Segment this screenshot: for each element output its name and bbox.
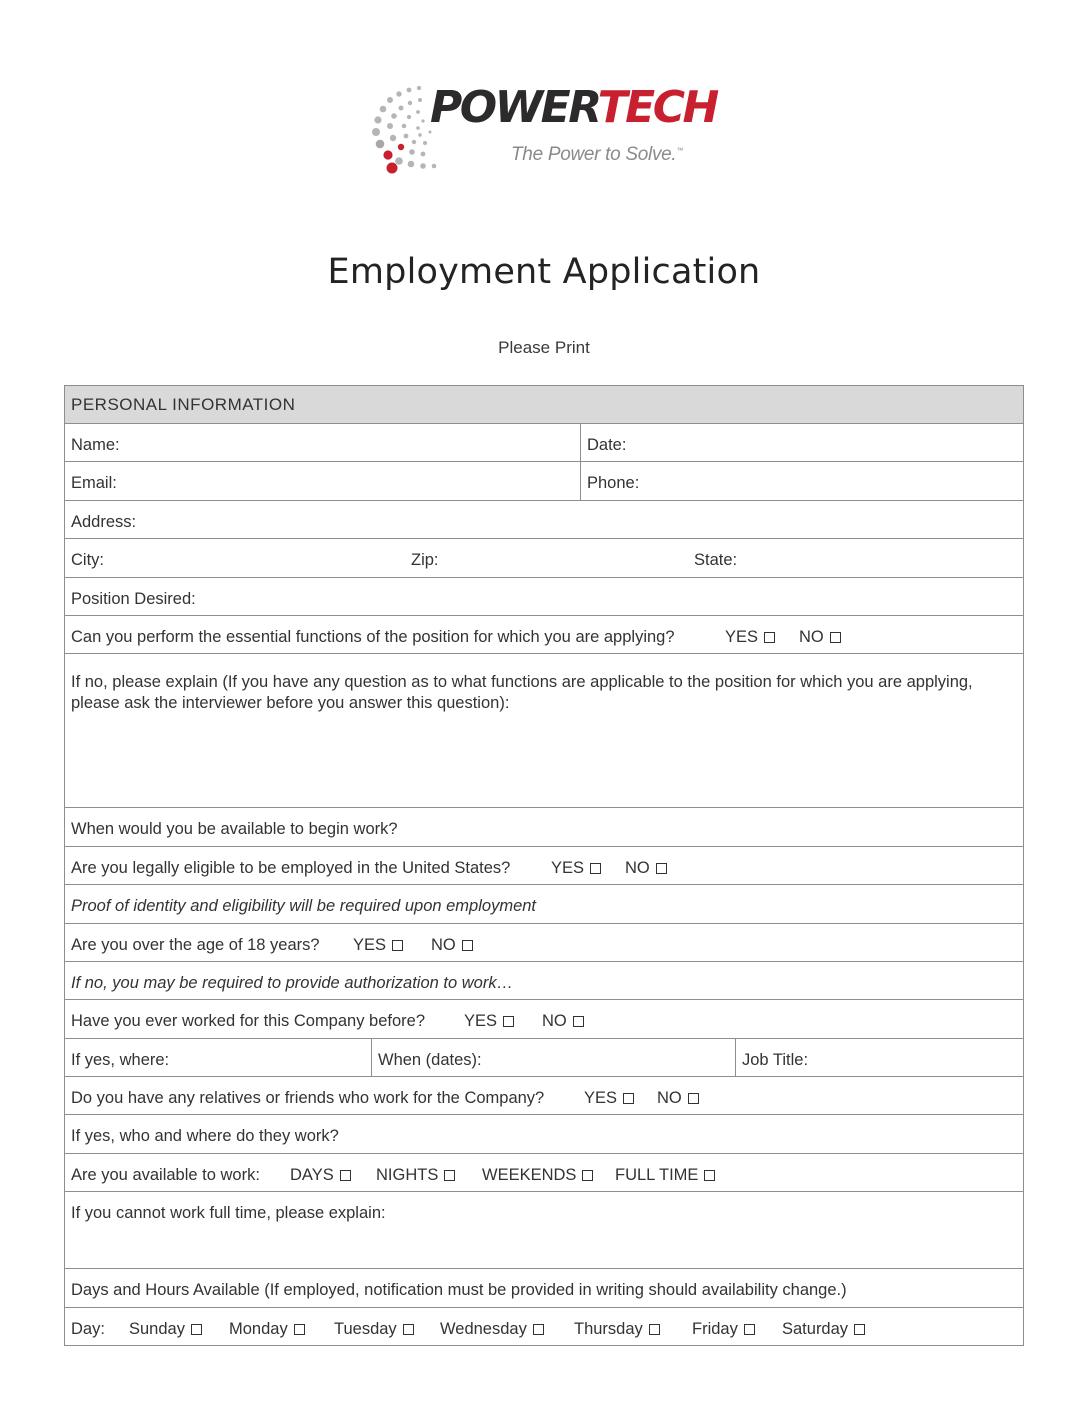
company-logo bbox=[368, 82, 717, 182]
age-yes-checkbox[interactable]: YES bbox=[353, 936, 403, 955]
nights-checkbox[interactable]: NIGHTS bbox=[376, 1166, 455, 1185]
email-field[interactable]: Email: bbox=[71, 474, 117, 493]
city-label: City: bbox=[71, 551, 104, 570]
phone-field[interactable]: Phone: bbox=[580, 462, 1023, 499]
thursday-checkbox[interactable]: Thursday bbox=[574, 1320, 660, 1339]
application-form bbox=[64, 385, 1024, 1346]
name-field[interactable]: Name: bbox=[71, 436, 120, 454]
relatives-yes-checkbox[interactable]: YES bbox=[584, 1089, 634, 1108]
full-time-checkbox[interactable]: FULL TIME bbox=[615, 1166, 715, 1185]
email-phone-row bbox=[65, 462, 1023, 500]
job-title-field[interactable]: Job Title: bbox=[735, 1039, 1023, 1076]
saturday-checkbox[interactable]: Saturday bbox=[782, 1320, 865, 1339]
essential-functions-row: Can you perform the essential functions of the position for which you are applying? YES NO bbox=[65, 616, 1023, 654]
relatives-no-checkbox[interactable]: NO bbox=[657, 1089, 699, 1108]
explain-field[interactable]: If no, please explain (If you have any question as to what functions are applicable to the position for which you are applying, please ask the interviewer before you answer this question): bbox=[65, 654, 1023, 808]
legal-no-checkbox[interactable]: NO bbox=[625, 859, 667, 878]
where-field[interactable]: If yes, where: bbox=[71, 1050, 170, 1069]
city-zip-state-row[interactable] bbox=[65, 539, 1023, 577]
sunday-checkbox[interactable]: Sunday bbox=[129, 1320, 202, 1339]
section-header: PERSONAL INFORMATION bbox=[65, 386, 1023, 424]
availability-row: Are you available to work: DAYS NIGHTS WEEKENDS FULL TIME bbox=[65, 1154, 1023, 1192]
address-field[interactable]: Address: bbox=[65, 501, 1023, 539]
position-field[interactable]: Position Desired: bbox=[65, 578, 1023, 616]
days-hours-note: Days and Hours Available (If employed, notification must be provided in writing should availability change.) bbox=[65, 1269, 1023, 1307]
tuesday-checkbox[interactable]: Tuesday bbox=[334, 1320, 414, 1339]
zip-label: Zip: bbox=[411, 551, 439, 570]
monday-checkbox[interactable]: Monday bbox=[229, 1320, 305, 1339]
logo-tagline: The Power to Solve.™ bbox=[511, 144, 684, 165]
age-no-checkbox[interactable]: NO bbox=[431, 936, 473, 955]
worked-before-row: Have you ever worked for this Company before? YES NO bbox=[65, 1000, 1023, 1038]
weekday-row: Day: Sunday Monday Tuesday Wednesday Thursday Friday Saturday bbox=[65, 1308, 1023, 1346]
date-field[interactable]: Date: bbox=[580, 424, 1023, 461]
available-start-field[interactable]: When would you be available to begin work? bbox=[65, 808, 1023, 846]
worked-yes-checkbox[interactable]: YES bbox=[464, 1012, 514, 1031]
relatives-where-field[interactable]: If yes, who and where do they work? bbox=[65, 1115, 1023, 1153]
prior-work-row bbox=[65, 1039, 1023, 1077]
wednesday-checkbox[interactable]: Wednesday bbox=[440, 1320, 544, 1339]
logo-wordmark: POWERTECH bbox=[430, 82, 717, 133]
essential-no-checkbox[interactable]: NO bbox=[799, 628, 841, 647]
state-label: State: bbox=[694, 551, 738, 570]
essential-yes-checkbox[interactable]: YES bbox=[725, 628, 775, 647]
legal-yes-checkbox[interactable]: YES bbox=[551, 859, 601, 878]
name-date-row bbox=[65, 424, 1023, 462]
page-subtitle: Please Print bbox=[498, 338, 590, 357]
worked-no-checkbox[interactable]: NO bbox=[542, 1012, 584, 1031]
weekends-checkbox[interactable]: WEEKENDS bbox=[482, 1166, 593, 1185]
page-title: Employment Application bbox=[327, 252, 761, 292]
proof-note: Proof of identity and eligibility will be required upon employment bbox=[65, 885, 1023, 923]
relatives-row: Do you have any relatives or friends who work for the Company? YES NO bbox=[65, 1077, 1023, 1115]
age-row: Are you over the age of 18 years? YES NO bbox=[65, 924, 1023, 962]
full-time-explain-field[interactable]: If you cannot work full time, please explain: bbox=[65, 1192, 1023, 1269]
days-checkbox[interactable]: DAYS bbox=[290, 1166, 351, 1185]
friday-checkbox[interactable]: Friday bbox=[692, 1320, 755, 1339]
age-note: If no, you may be required to provide authorization to work… bbox=[65, 962, 1023, 1000]
dot-swirl-icon bbox=[368, 82, 438, 182]
legal-eligible-row: Are you legally eligible to be employed in the United States? YES NO bbox=[65, 847, 1023, 885]
when-dates-field[interactable]: When (dates): bbox=[371, 1039, 735, 1076]
